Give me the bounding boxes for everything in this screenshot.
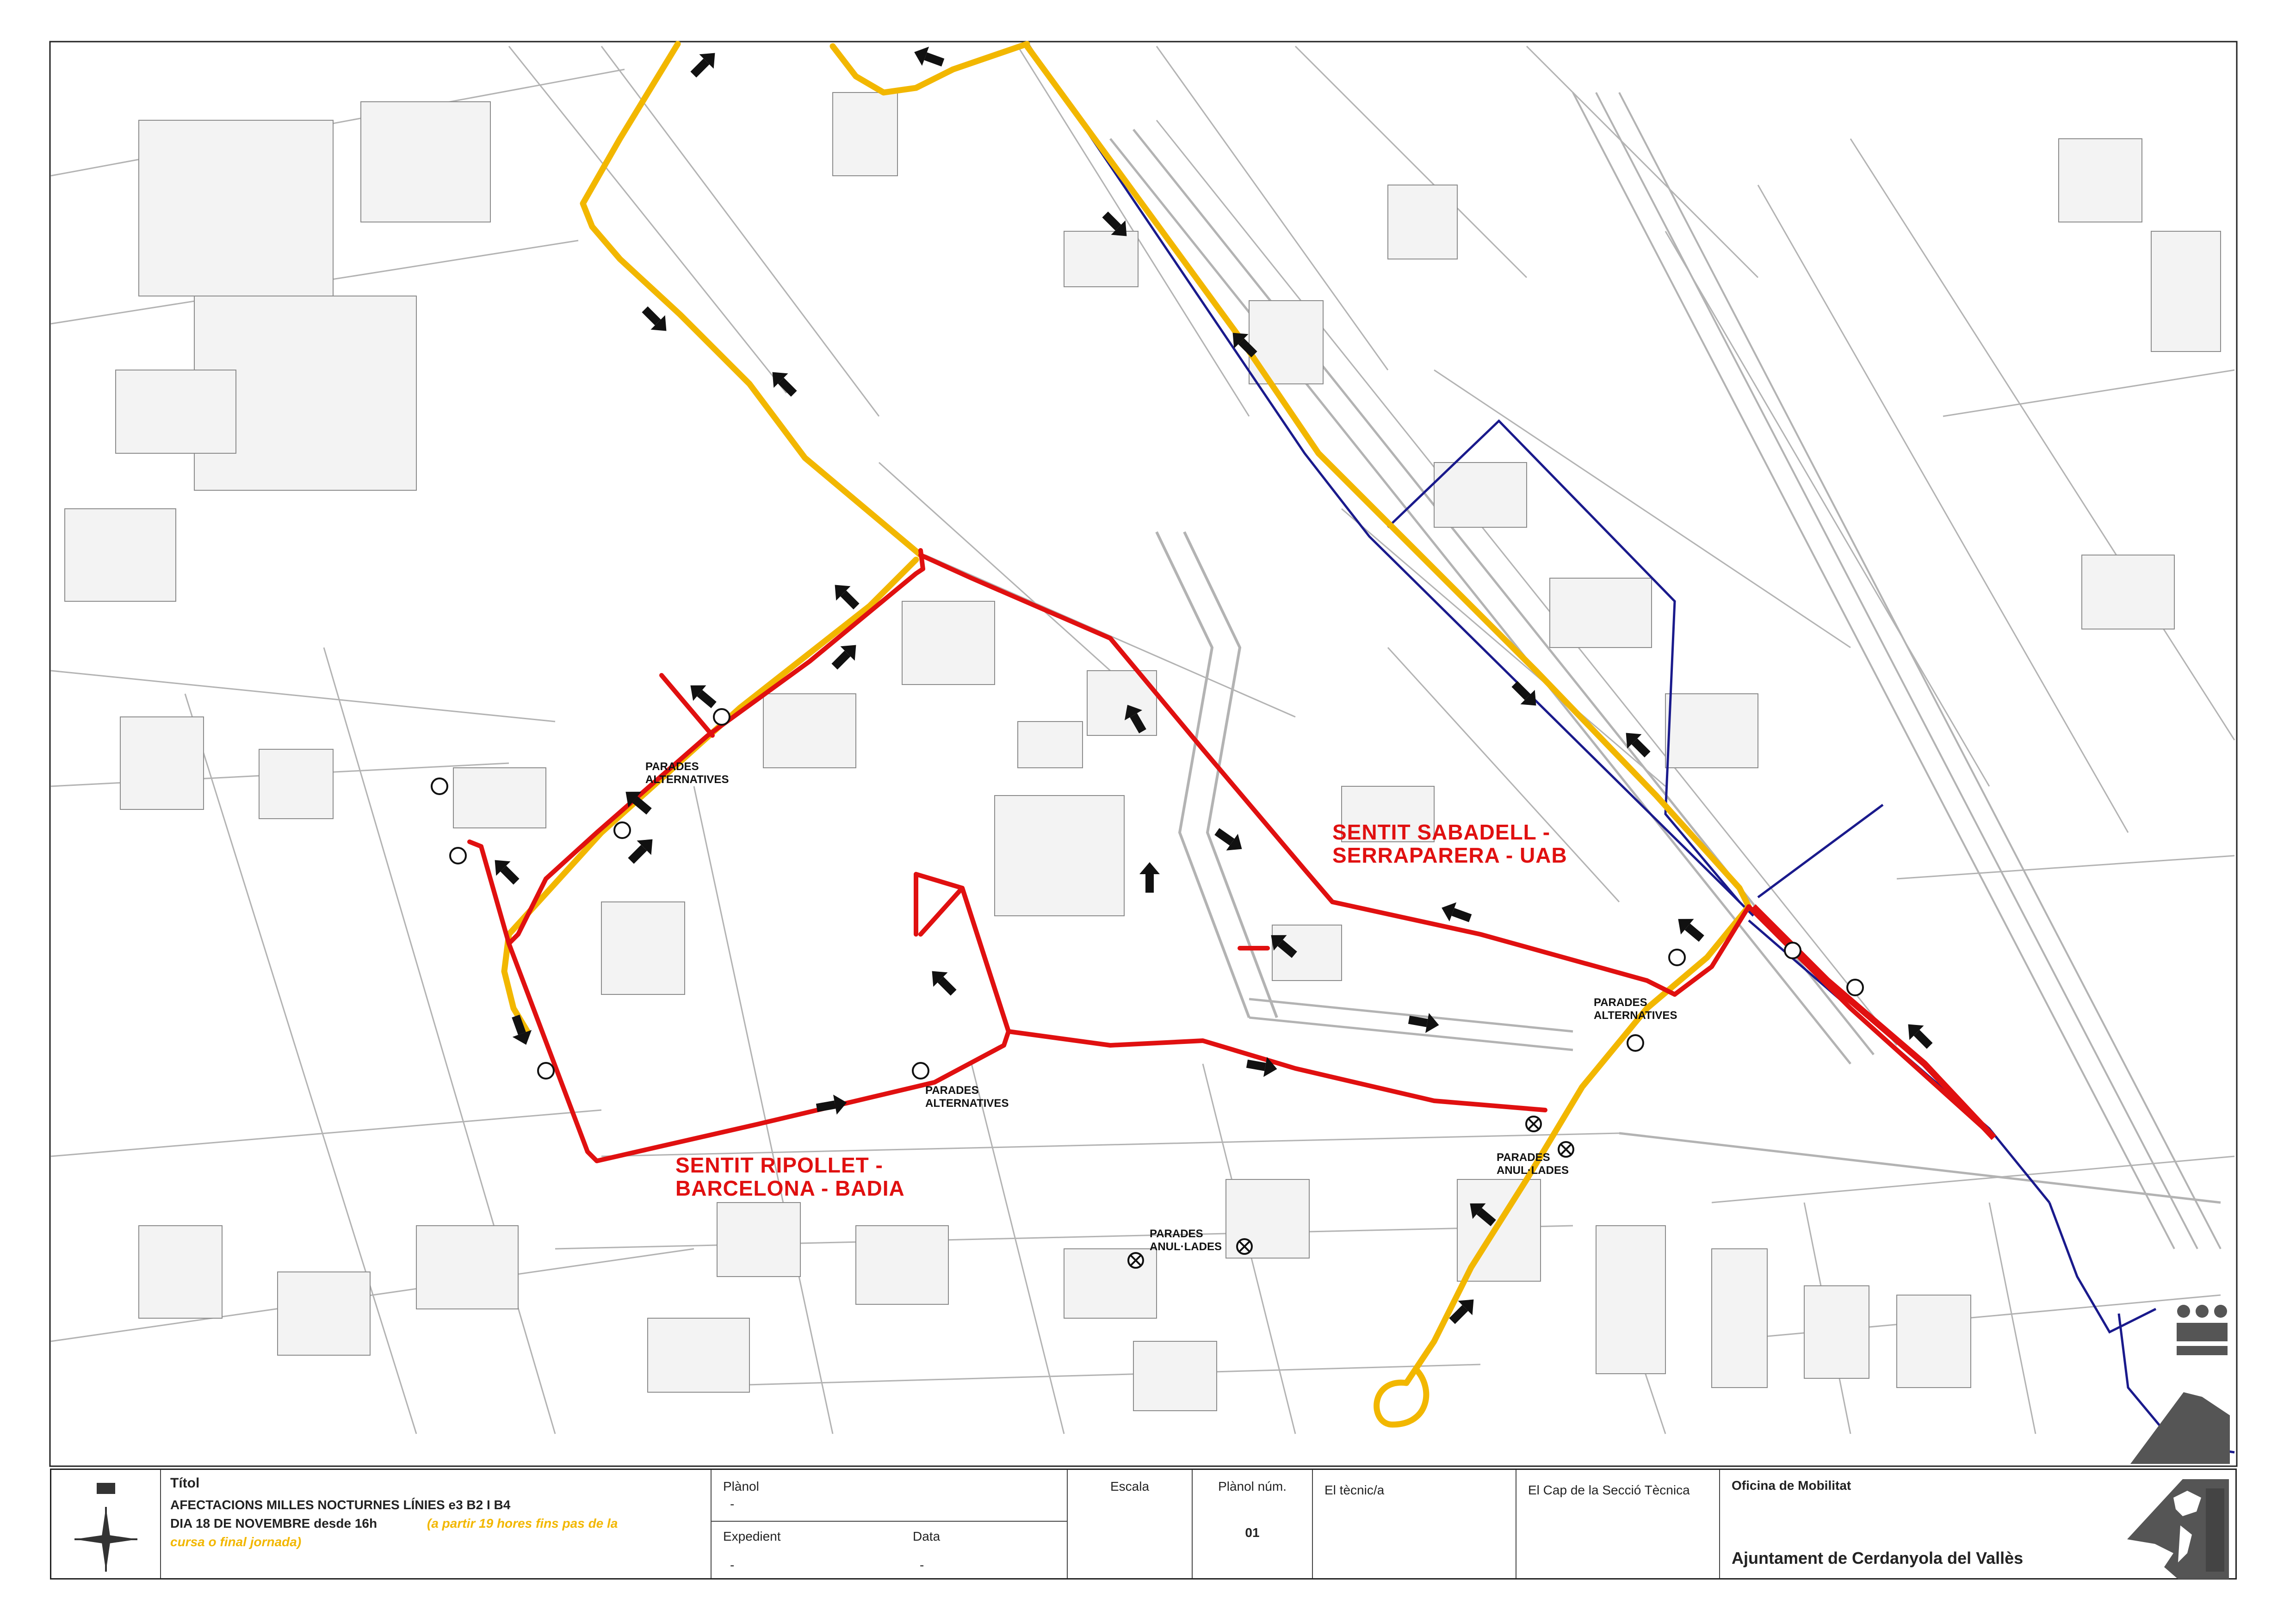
route-label-sabadell-2: SERRAPARERA - UAB <box>1332 843 1567 867</box>
title-label: Títol <box>170 1475 200 1491</box>
alternative-stop <box>1669 950 1685 965</box>
logo-cell <box>2118 1470 2238 1578</box>
cancelled-stop <box>1559 1142 1573 1157</box>
expedient-label: Expedient <box>723 1529 781 1543</box>
planol-value: - <box>730 1497 735 1511</box>
planol-num-value: 01 <box>1245 1525 1260 1540</box>
north-arrow-icon <box>51 1470 161 1581</box>
cancelled-stops-label-2a: PARADES <box>1150 1228 1203 1240</box>
alternative-stop <box>450 848 466 864</box>
title-line-2: DIA 18 DE NOVEMBRE desde 16h <box>170 1516 378 1530</box>
planol-num-cell <box>1193 1470 1313 1578</box>
expedient-value: - <box>730 1558 735 1572</box>
data-value: - <box>920 1558 924 1572</box>
alternative-stop <box>1628 1035 1643 1051</box>
alternative-stop <box>432 778 447 794</box>
title-note-a: (a partir 19 hores fins pas de la <box>427 1516 618 1530</box>
alternative-stop <box>538 1063 554 1079</box>
alternative-stop <box>614 822 630 838</box>
data-label: Data <box>913 1529 941 1543</box>
cancelled-stops-label-1b: ANUL·LADES <box>1497 1164 1569 1177</box>
cap-cell <box>1516 1470 1720 1578</box>
alt-stops-label-3b: ALTERNATIVES <box>1594 1009 1677 1022</box>
route-label-ripollet-2: BARCELONA - BADIA <box>675 1176 905 1200</box>
cancelled-stops-label-2b: ANUL·LADES <box>1150 1240 1222 1253</box>
escala-label: Escala <box>1110 1479 1150 1493</box>
alt-stops-label-2b: ALTERNATIVES <box>925 1097 1009 1110</box>
city-logo-icon <box>2118 1470 2229 1579</box>
alt-stops-label-3a: PARADES <box>1594 996 1647 1009</box>
office-cell <box>1720 1470 2118 1578</box>
alternative-stop <box>714 709 730 725</box>
title-note-b: cursa o final jornada) <box>170 1535 302 1549</box>
planol-cell <box>712 1470 1068 1578</box>
alternative-stop <box>1785 943 1801 958</box>
compass-cell <box>51 1470 161 1578</box>
cap-label: El Cap de la Secció Tècnica <box>1528 1483 1690 1497</box>
cancelled-stops-label-1a: PARADES <box>1497 1151 1550 1164</box>
cancelled-stop <box>1526 1117 1541 1131</box>
tecnic-label: El tècnic/a <box>1324 1483 1385 1497</box>
alt-stops-label-2a: PARADES <box>925 1084 979 1097</box>
route-label-sabadell-1: SENTIT SABADELL - <box>1332 820 1551 844</box>
alt-stops-label-1b: ALTERNATIVES <box>645 773 729 786</box>
alt-stops-label-1a: PARADES <box>645 760 699 773</box>
cancelled-stop <box>1128 1253 1143 1268</box>
cancelled-stop <box>1237 1239 1252 1254</box>
title-block <box>50 1469 2237 1580</box>
alternative-stop <box>1847 980 1863 995</box>
title-line-1: AFECTACIONS MILLES NOCTURNES LÍNIES e3 B2 I B4 <box>170 1498 511 1512</box>
ajuntament-label: Ajuntament de Cerdanyola del Vallès <box>1732 1549 2024 1567</box>
office-label: Oficina de Mobilitat <box>1732 1478 1851 1493</box>
title-cell <box>161 1470 712 1578</box>
escala-cell <box>1068 1470 1193 1578</box>
planol-label: Plànol <box>723 1479 759 1493</box>
planol-num-label: Plànol núm. <box>1218 1479 1287 1493</box>
route-label-ripollet-1: SENTIT RIPOLLET - <box>675 1153 883 1177</box>
tecnic-cell <box>1313 1470 1516 1578</box>
alternative-stop <box>913 1063 928 1079</box>
